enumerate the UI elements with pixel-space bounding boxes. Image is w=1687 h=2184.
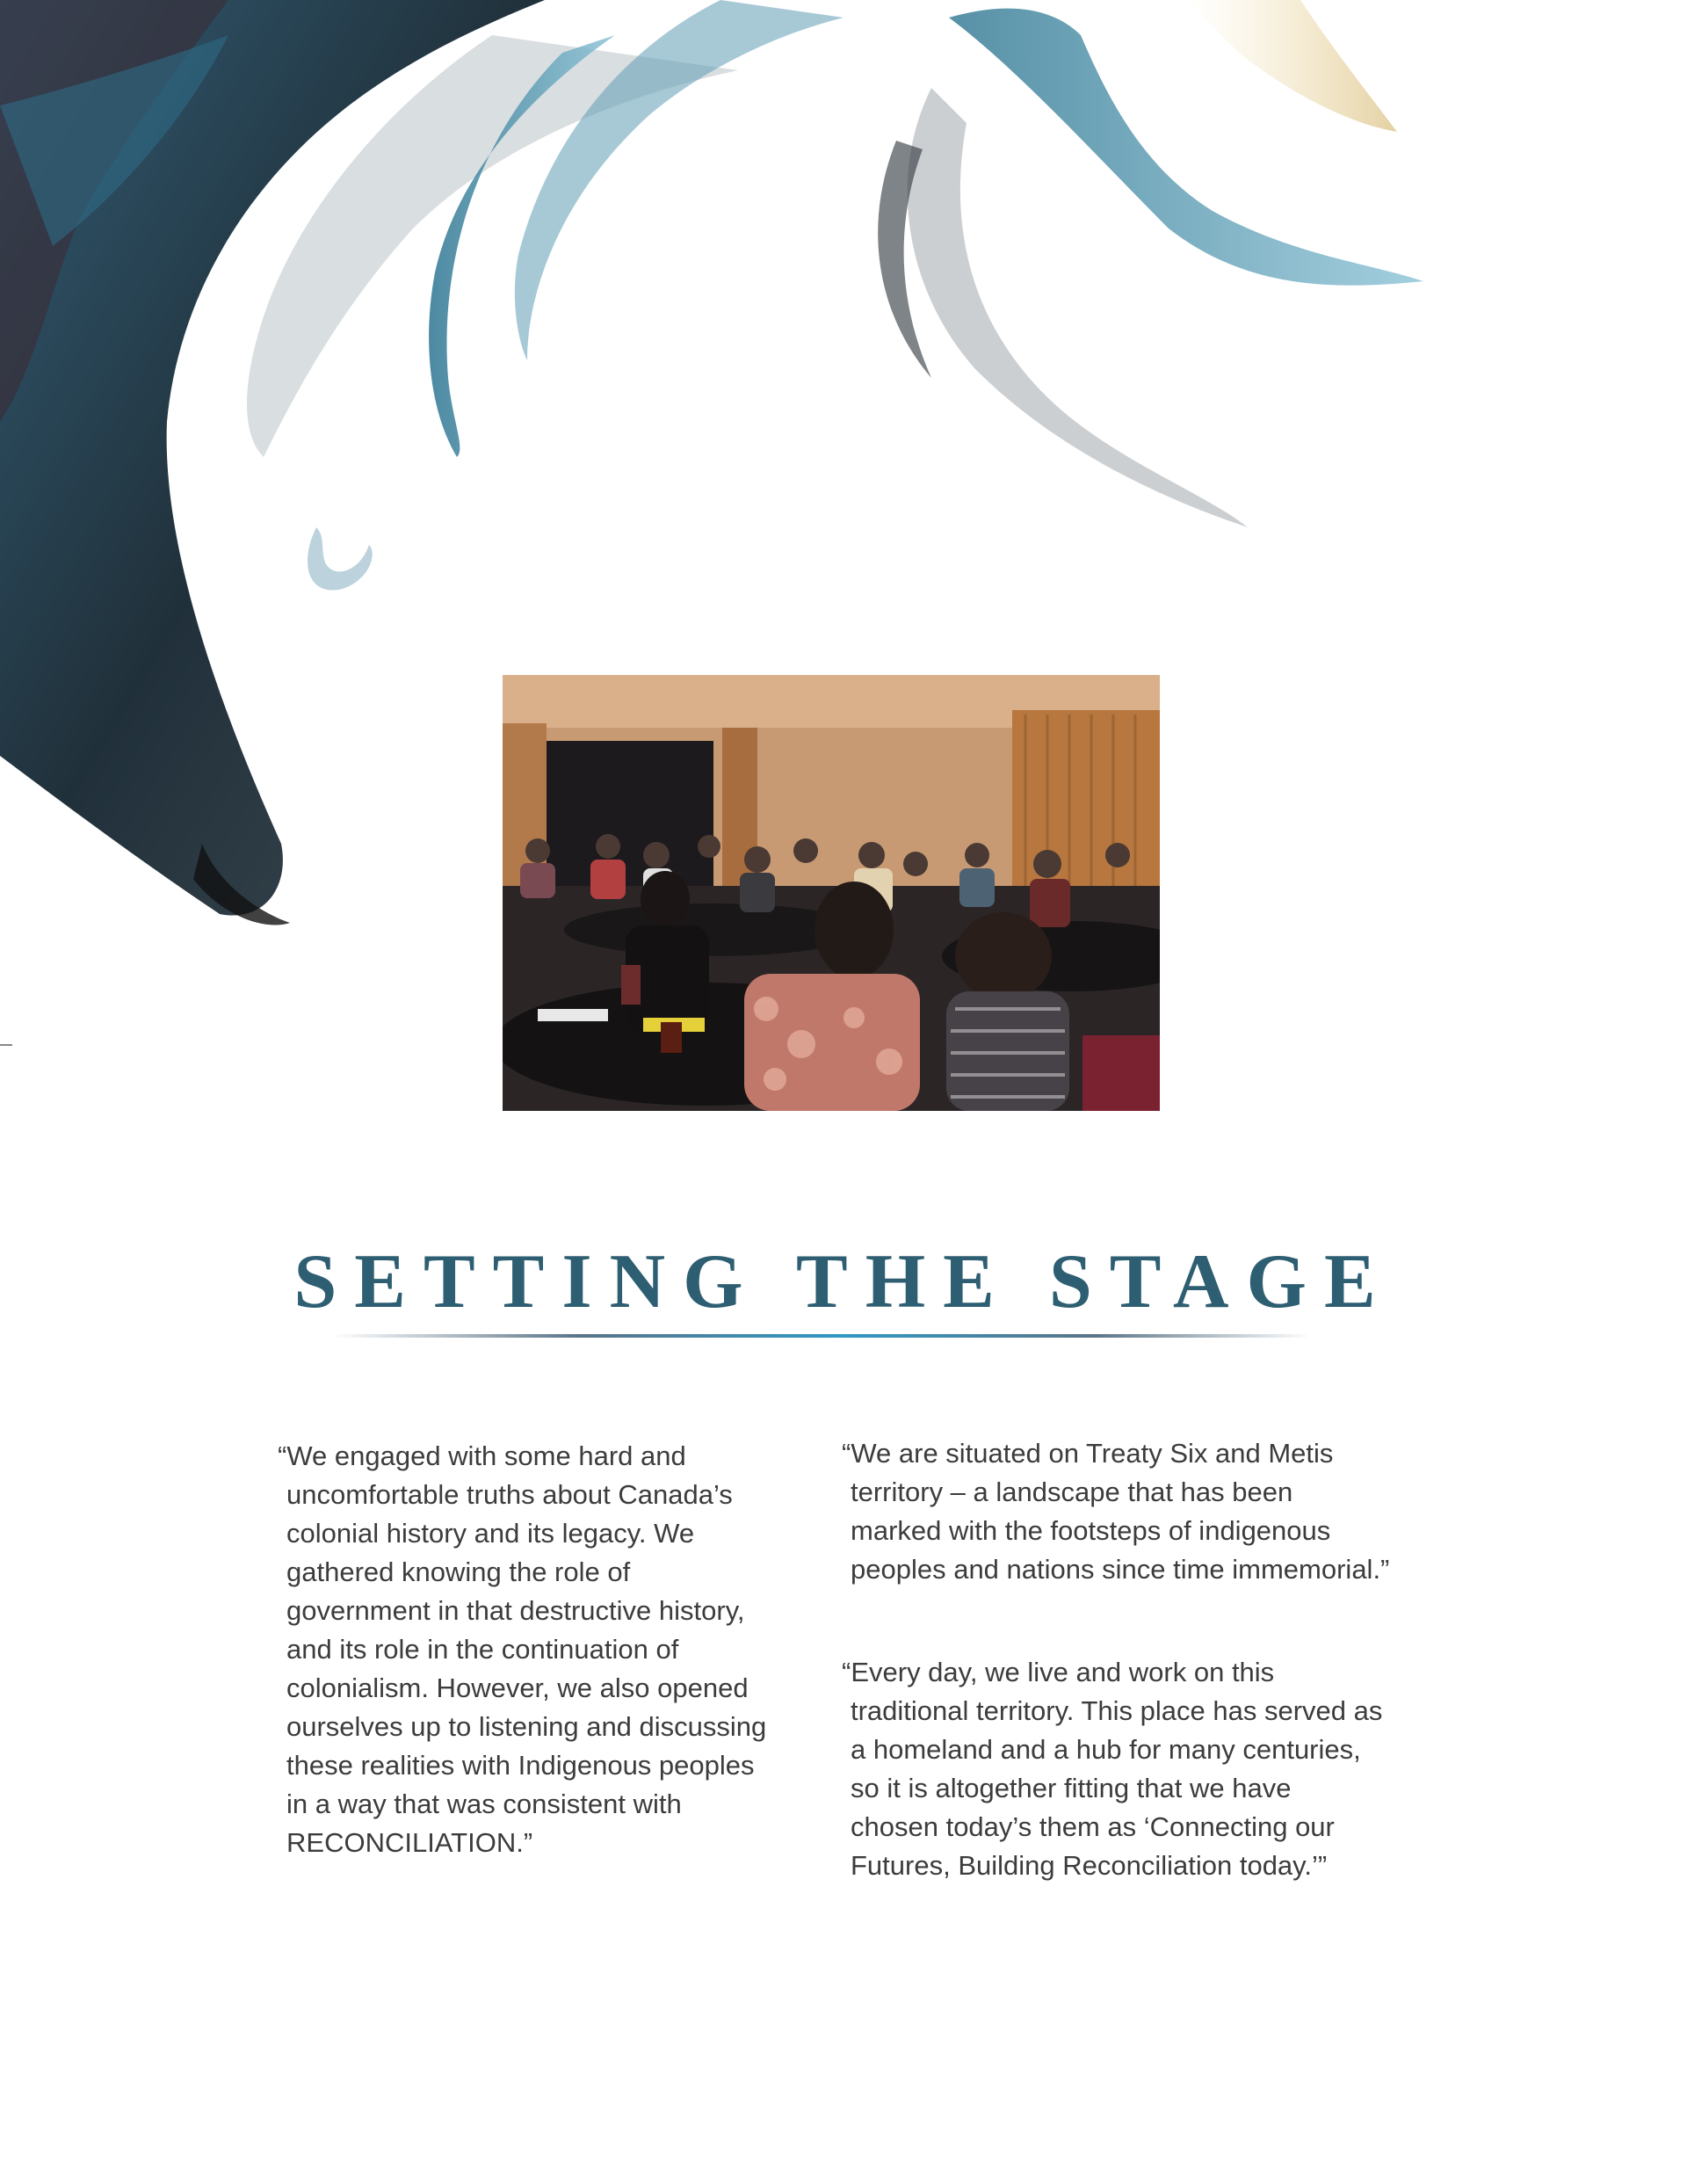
quote-line: these realities with Indigenous peoples [286, 1750, 755, 1781]
quote-line: and its role in the continuation of [286, 1634, 679, 1665]
quote-line: gathered knowing the role of [286, 1556, 631, 1587]
quote-line: uncomfortable truths about Canada’s [286, 1479, 733, 1510]
quote-line: a homeland and a hub for many centuries, [851, 1734, 1361, 1765]
quote-line: colonialism. However, we also opened [286, 1672, 749, 1703]
conference-photo [503, 675, 1160, 1111]
page-margin-mark [0, 1044, 12, 1046]
title-divider [332, 1334, 1311, 1338]
quote-line: in a way that was consistent with [286, 1789, 682, 1819]
section-title: SETTING THE STAGE [293, 1238, 1394, 1324]
quote-line: “We are situated on Treaty Six and Metis [842, 1438, 1334, 1469]
quote-line: marked with the footsteps of indigenous [851, 1515, 1331, 1546]
quote-line: ourselves up to listening and discussing [286, 1711, 767, 1742]
quote-block [842, 1653, 1382, 1885]
quote-line: traditional territory. This place has served as [851, 1695, 1383, 1726]
quote-line: “Every day, we live and work on this [842, 1657, 1275, 1687]
quote-line: colonial history and its legacy. We [286, 1518, 695, 1549]
quote-line: peoples and nations since time immemorial.” [851, 1554, 1390, 1585]
quote-block [842, 1434, 1389, 1589]
quote-line: territory – a landscape that has been [851, 1477, 1293, 1507]
quote-line: Futures, Building Reconciliation today.’” [851, 1850, 1328, 1881]
quote-line: “We engaged with some hard and [278, 1440, 686, 1471]
quote-line: so it is altogether fitting that we have [851, 1773, 1292, 1803]
quote-line: chosen today’s them as ‘Connecting our [851, 1811, 1335, 1842]
quote-line: RECONCILIATION.” [286, 1827, 533, 1858]
quote-line: government in that destructive history, [286, 1595, 745, 1626]
quote-block [278, 1437, 766, 1862]
